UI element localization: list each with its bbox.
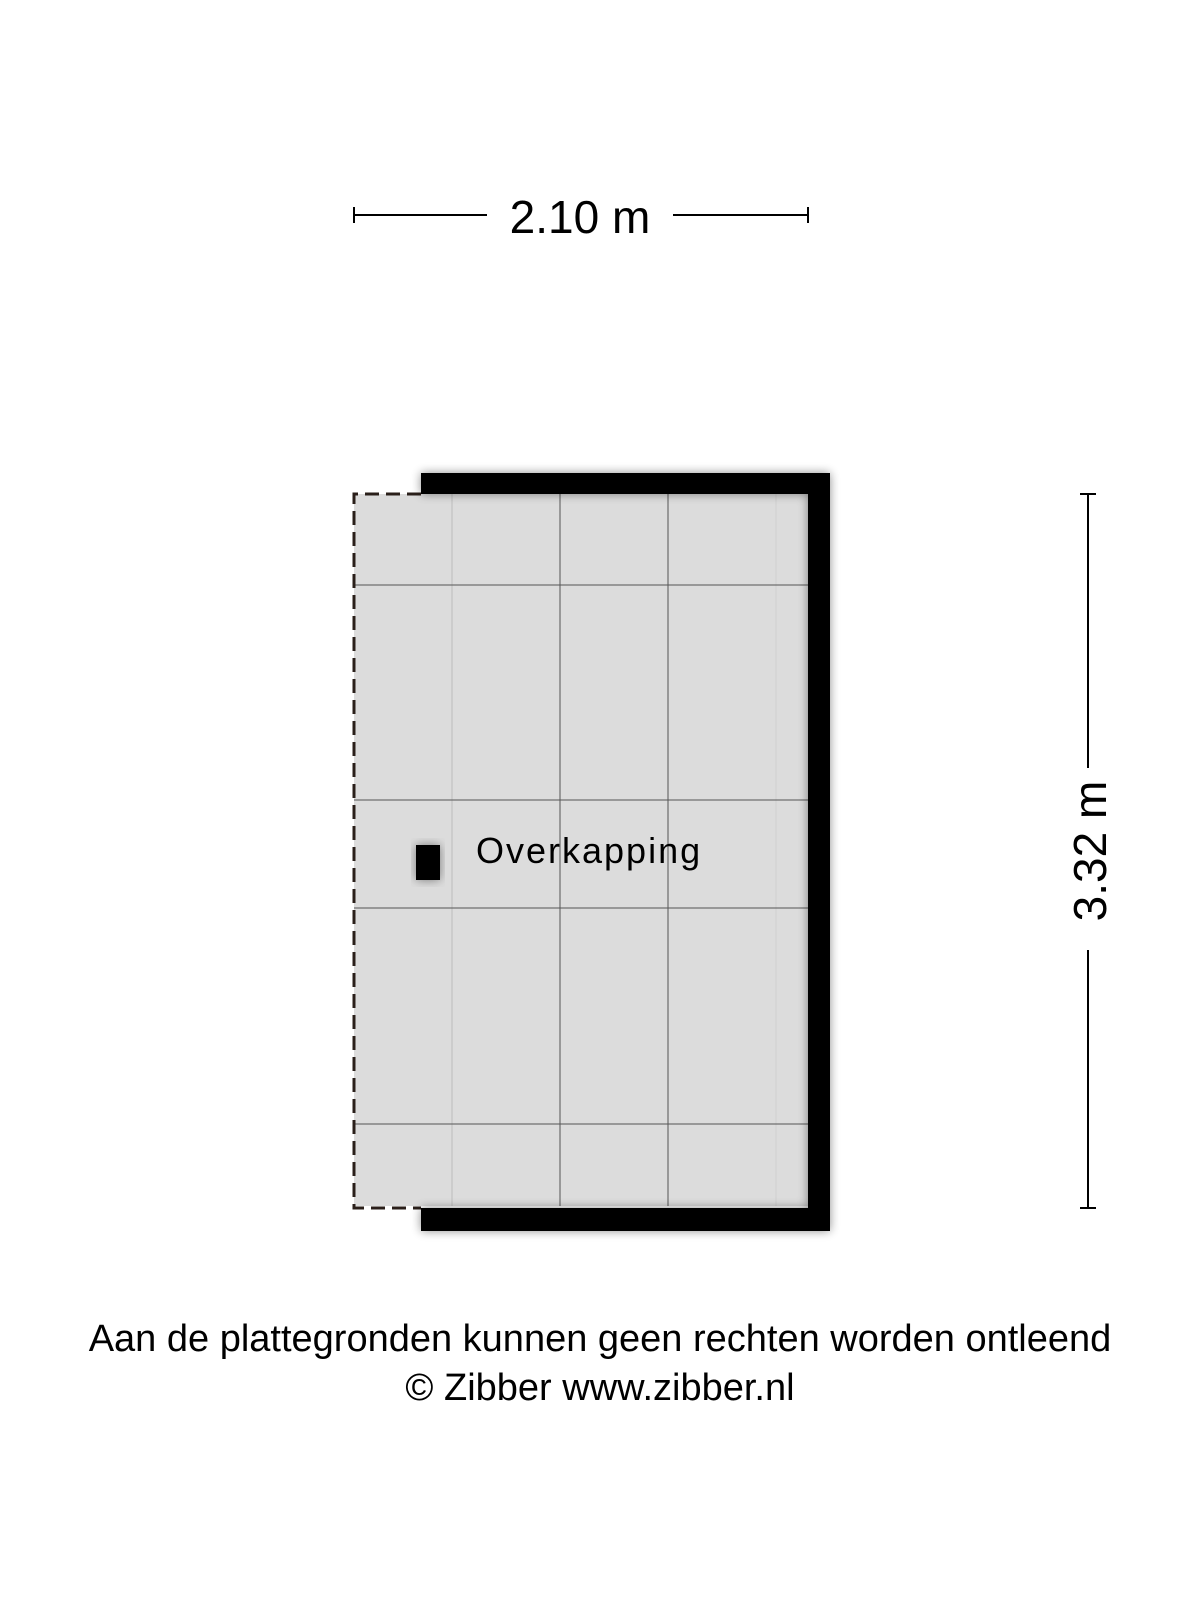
wall-right: [808, 473, 830, 1231]
copyright-text: © Zibber www.zibber.nl: [405, 1367, 795, 1409]
wall-bottom: [421, 1208, 830, 1231]
width-dimension-label: 2.10 m: [509, 191, 651, 243]
disclaimer-text: Aan de plattegronden kunnen geen rechten worden ontleend: [88, 1318, 1112, 1360]
room-label: Overkapping: [476, 830, 703, 871]
height-dimension: [1064, 494, 1116, 1208]
height-dimension-label: 3.32 m: [1064, 780, 1116, 922]
support-post: [416, 845, 440, 880]
width-dimension: [354, 191, 808, 243]
wall-top: [421, 473, 830, 494]
